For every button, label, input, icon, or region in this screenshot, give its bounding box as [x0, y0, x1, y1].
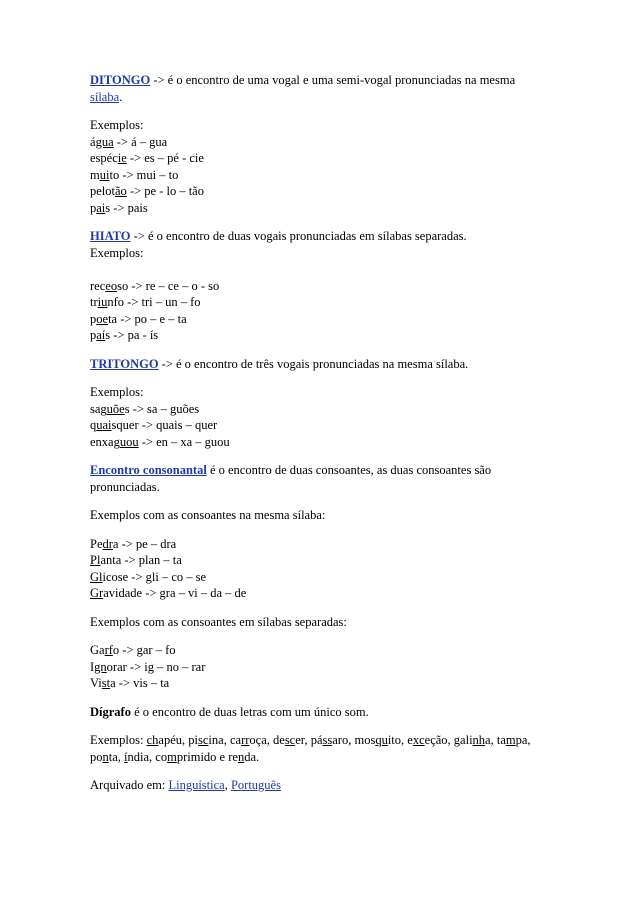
example-prefix: sag — [90, 401, 107, 416]
encontro-definition: é o encontro de duas consoantes, as duas consoantes são — [206, 463, 492, 477]
example-prefix: Pe — [90, 536, 103, 551]
word — [454, 733, 497, 747]
word — [407, 733, 454, 747]
tritongo-definition-line — [90, 356, 578, 373]
example-prefix: rec — [90, 278, 106, 293]
word-prefix: ta — [496, 733, 506, 747]
example-rest: nfo -> tri – un – fo — [107, 295, 201, 309]
example-rest: s -> pais — [105, 200, 148, 215]
example-highlight: Gl — [90, 569, 103, 584]
example-line — [90, 536, 578, 553]
example-rest: to -> mui – to — [109, 167, 179, 182]
word-highlight: sc — [198, 733, 209, 747]
encontro-same-syllable-label: Exemplos com as consoantes na mesma sílaba: — [90, 508, 326, 522]
word-prefix: de — [273, 733, 285, 747]
example-line — [90, 327, 578, 344]
word-rest: eção, — [424, 733, 454, 747]
word-rest: a, — [485, 733, 497, 747]
silaba-link[interactable]: sílaba — [90, 89, 120, 104]
encontro-title: Encontro consonantal — [90, 463, 207, 477]
example-highlight: oe — [96, 311, 109, 326]
ditongo-definition-line-1 — [90, 72, 578, 89]
example-highlight: rf — [104, 643, 113, 657]
example-highlight: aí — [96, 328, 106, 342]
encontro-section — [90, 462, 578, 495]
example-highlight: iu — [97, 295, 108, 309]
encontro-definition-line-1 — [90, 462, 578, 479]
category-link-portugues[interactable]: Português — [230, 778, 281, 792]
example-rest: a -> pe – dra — [112, 536, 177, 551]
example-highlight: Gr — [90, 586, 104, 600]
example-prefix: m — [90, 167, 100, 182]
word-highlight: m — [505, 733, 516, 747]
example-rest: o -> gar – fo — [112, 643, 176, 657]
word-rest: apéu, — [158, 733, 189, 747]
example-line — [90, 278, 578, 295]
example-prefix: tr — [90, 295, 98, 309]
example-highlight: ai — [96, 200, 106, 215]
word — [90, 750, 124, 764]
word-rest: ndia, — [127, 749, 156, 764]
encontro-separate-examples — [90, 642, 578, 692]
ditongo-section — [90, 72, 578, 105]
example-line — [90, 552, 578, 569]
example-rest: -> pe - lo – tão — [126, 184, 204, 198]
example-rest: so -> re – ce – o - so — [117, 278, 220, 293]
example-line — [90, 417, 578, 434]
example-highlight: ie — [117, 151, 127, 165]
word-prefix: co — [155, 749, 168, 764]
word-highlight: qu — [375, 733, 388, 747]
word-highlight: n — [102, 749, 109, 764]
example-highlight: dr — [102, 536, 113, 551]
hiato-examples-label: Exemplos: — [90, 245, 144, 260]
example-rest: avidade -> gra – vi – da – de — [103, 586, 247, 600]
example-line — [90, 294, 578, 311]
archive-label: Arquivado em: — [90, 778, 169, 792]
example-rest: -> es – pé - cie — [126, 151, 204, 165]
example-rest: squer -> quais – quer — [111, 418, 218, 432]
word-prefix: pi — [188, 733, 198, 747]
word — [230, 733, 273, 747]
example-highlight: gua — [95, 134, 114, 149]
word-rest: primido e — [176, 749, 229, 764]
hiato-definition: -> é o encontro de duas vogais pronunciadas em sílabas separadas. — [130, 229, 467, 243]
spacer — [90, 261, 578, 278]
word-highlight: rr — [241, 733, 250, 747]
word — [147, 733, 189, 747]
example-line — [90, 401, 578, 418]
encontro-separate-label-block — [90, 614, 578, 631]
digrafo-examples-label: Exemplos: — [90, 733, 147, 747]
example-prefix: I — [90, 659, 95, 674]
tritongo-definition: -> é o encontro de três vogais pronunciadas na mesma sílaba. — [158, 356, 469, 371]
ditongo-examples — [90, 117, 578, 216]
word-highlight: ch — [146, 733, 159, 747]
example-prefix: q — [90, 418, 97, 432]
ditongo-examples-label: Exemplos: — [90, 118, 144, 132]
word — [497, 733, 531, 747]
example-line — [90, 675, 578, 692]
encontro-same-syllable-examples — [90, 536, 578, 602]
example-rest: anta -> plan – ta — [100, 553, 182, 567]
archive-footer — [90, 777, 578, 794]
word-rest: ito, — [387, 733, 408, 747]
example-prefix: espéc — [90, 151, 118, 165]
example-rest: orar -> ig – no – rar — [106, 659, 206, 674]
example-line — [90, 200, 578, 217]
word-highlight: n — [237, 749, 245, 764]
word-highlight: xc — [412, 733, 425, 747]
digrafo-title: Dígrafo — [90, 704, 131, 719]
word-prefix: ca — [229, 733, 242, 747]
example-highlight: uai — [96, 418, 112, 432]
example-rest: -> á – gua — [113, 134, 168, 149]
example-rest: icose -> gli – co – se — [102, 569, 207, 584]
example-highlight: eo — [105, 278, 118, 293]
word-rest: aro, — [332, 733, 355, 747]
example-line — [90, 167, 578, 184]
tritongo-title: TRITONGO — [90, 356, 159, 371]
example-line — [90, 311, 578, 328]
example-prefix: p — [90, 200, 97, 215]
example-rest: s -> sa – guões — [124, 401, 200, 416]
ditongo-title: DITONGO — [90, 73, 151, 87]
example-prefix: Ga — [90, 643, 105, 657]
hiato-definition-line — [90, 228, 578, 245]
archive-separator: , — [224, 778, 231, 792]
word-highlight: í — [124, 749, 128, 764]
hiato-section — [90, 228, 578, 344]
example-rest: s -> pa - ís — [105, 328, 159, 342]
example-line — [90, 150, 578, 167]
example-rest: a -> vis – ta — [110, 676, 170, 690]
example-highlight: uõe — [106, 401, 125, 416]
ditongo-definition-line-2 — [90, 89, 578, 106]
word — [354, 733, 407, 747]
word — [311, 733, 355, 747]
word-rest: ta, — [108, 749, 125, 764]
example-highlight: Pl — [90, 553, 101, 567]
encontro-definition-line-2: pronunciadas. — [90, 479, 160, 494]
example-prefix: p — [90, 311, 97, 326]
word-prefix: pá — [310, 733, 323, 747]
word-highlight: sc — [284, 733, 296, 747]
word — [273, 733, 311, 747]
example-highlight: gn — [94, 659, 107, 674]
word-rest: oça, — [249, 733, 273, 747]
word-highlight: nh — [472, 733, 486, 747]
tritongo-section — [90, 356, 578, 373]
archive-line — [90, 777, 578, 794]
example-highlight: ui — [99, 167, 110, 182]
encontro-separate-label: Exemplos com as consoantes em sílabas separadas: — [90, 614, 347, 629]
word-rest: da. — [244, 749, 260, 764]
word — [228, 750, 259, 764]
digrafo-section — [90, 704, 578, 721]
example-line — [90, 134, 578, 151]
digrafo-definition: é o encontro de duas letras com um único som. — [130, 704, 369, 719]
tritongo-examples-label: Exemplos: — [90, 385, 144, 399]
example-highlight: uou — [119, 434, 139, 449]
example-line — [90, 659, 578, 676]
example-rest: ta -> po – e – ta — [108, 311, 187, 326]
digrafo-definition-line — [90, 704, 578, 721]
example-line — [90, 569, 578, 586]
example-prefix: á — [90, 134, 96, 149]
word-rest: pa, — [515, 733, 531, 747]
example-line — [90, 434, 578, 451]
example-line — [90, 642, 578, 659]
example-line — [90, 183, 578, 200]
encontro-same-syllable-label-block — [90, 507, 578, 524]
word — [124, 750, 155, 764]
word-highlight: ss — [322, 733, 333, 747]
category-link-linguistica[interactable]: Linguística — [168, 778, 225, 792]
example-prefix: pelot — [90, 184, 115, 198]
example-highlight: ão — [115, 184, 127, 198]
ditongo-definition-end: . — [119, 89, 123, 104]
example-prefix: Vi — [90, 676, 102, 690]
digrafo-examples-line-2 — [90, 749, 578, 766]
word — [188, 733, 230, 747]
example-highlight: st — [101, 676, 111, 690]
ditongo-definition: -> é o encontro de uma vogal e uma semi-vogal pronunciadas na mesma — [150, 73, 516, 87]
example-line — [90, 585, 578, 602]
word-prefix: mos — [354, 733, 376, 747]
word — [155, 750, 228, 764]
word-rest: er, — [295, 733, 311, 747]
word-prefix: gali — [453, 733, 473, 747]
word-rest: ina, — [208, 733, 230, 747]
hiato-title: HIATO — [90, 229, 131, 243]
word-highlight: m — [167, 749, 177, 764]
example-prefix: p — [90, 328, 97, 342]
digrafo-examples-line-1 — [90, 732, 578, 749]
digrafo-examples — [90, 732, 578, 765]
word-prefix: po — [90, 749, 103, 764]
tritongo-examples — [90, 384, 578, 450]
word-prefix: e — [407, 733, 413, 747]
example-rest: -> en – xa – guou — [138, 434, 230, 449]
example-prefix: enxag — [90, 434, 120, 449]
word-prefix: re — [228, 749, 238, 764]
